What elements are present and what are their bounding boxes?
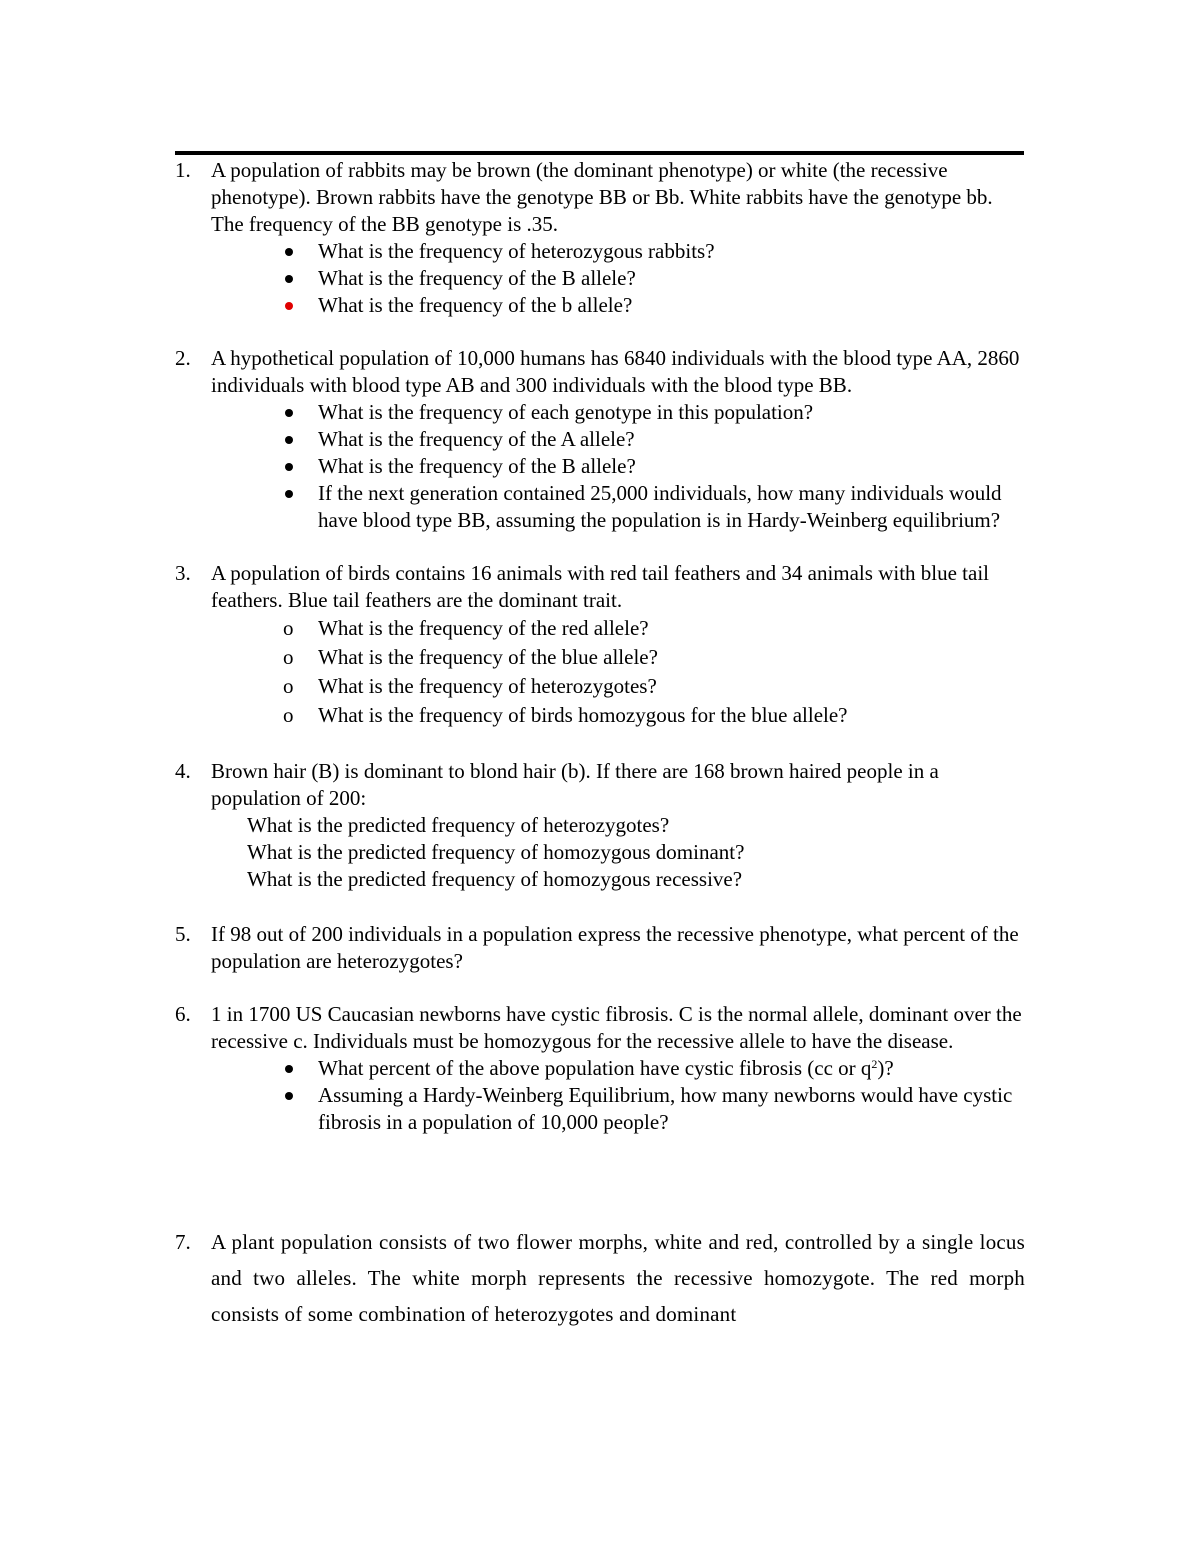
subquestion: What is the frequency of the B allele? <box>318 265 1025 292</box>
bullet-icon <box>285 1065 293 1073</box>
top-rule <box>175 151 1024 155</box>
subquestion-list <box>211 614 1025 730</box>
subquestion: o What is the frequency of the blue allele? <box>318 643 1025 672</box>
question-text: A population of rabbits may be brown (the dominant phenotype) or white (the recessive phenotype). Brown rabbits have the genotype BB or Bb. White rabbits have the genotype bb. The frequency of the BB genotype is .35. <box>211 158 993 236</box>
subquestion-list <box>211 399 1025 534</box>
bullet-icon <box>285 490 293 498</box>
subquestion: What is the predicted frequency of heterozygotes? <box>247 813 670 837</box>
subquestion: What is the predicted frequency of homozygous recessive? <box>247 867 743 891</box>
question-number: 4. <box>175 759 191 783</box>
subquestion: What is the frequency of the A allele? <box>318 426 1025 453</box>
subquestion: If the next generation contained 25,000 individuals, how many individuals would have blood type BB, assuming the population is in Hardy-Weinberg equilibrium? <box>318 480 1025 534</box>
question-number: 6. <box>175 1002 191 1026</box>
question-number: 5. <box>175 922 191 946</box>
circle-bullet-icon: o <box>283 616 294 640</box>
question-number: 1. <box>175 158 191 182</box>
question-5 <box>175 921 1025 975</box>
bullet-icon <box>285 248 293 256</box>
circle-bullet-icon: o <box>283 645 294 669</box>
circle-bullet-icon: o <box>283 703 294 727</box>
subquestion: What is the frequency of the B allele? <box>318 453 1025 480</box>
subquestion: What is the predicted frequency of homozygous dominant? <box>247 840 745 864</box>
subquestion: Assuming a Hardy-Weinberg Equilibrium, how many newborns would have cystic fibrosis in a population of 10,000 people? <box>318 1082 1025 1136</box>
subquestion: o What is the frequency of the red allele? <box>318 614 1025 643</box>
question-2 <box>175 345 1025 534</box>
subquestion: o What is the frequency of birds homozygous for the blue allele? <box>318 701 1025 730</box>
subquestion: What is the frequency of the b allele? <box>318 292 1025 319</box>
question-text: A hypothetical population of 10,000 humans has 6840 individuals with the blood type AA, 2860 individuals with blood type AB and 300 individuals with the blood type BB. <box>211 346 1020 397</box>
red-bullet-icon <box>285 302 293 310</box>
question-6 <box>175 1001 1025 1136</box>
question-7 <box>175 1224 1025 1332</box>
bullet-icon <box>285 1092 293 1100</box>
subquestion: What percent of the above population have cystic fibrosis (cc or $q^2$)? <box>318 1055 1025 1082</box>
bullet-icon <box>285 463 293 471</box>
question-text: Brown hair (B) is dominant to blond hair (b). If there are 168 brown haired people in a population of 200: <box>211 759 939 810</box>
question-text: 1 in 1700 US Caucasian newborns have cystic fibrosis. C is the normal allele, dominant over the recessive c. Individuals must be homozygous for the recessive allele to have the disease. <box>211 1002 1022 1053</box>
question-4 <box>175 758 1025 893</box>
question-number: 2. <box>175 346 191 370</box>
question-text: A population of birds contains 16 animals with red tail feathers and 34 animals with blue tail feathers. Blue tail feathers are the dominant trait. <box>211 561 990 612</box>
circle-bullet-icon: o <box>283 674 294 698</box>
bullet-icon <box>285 409 293 417</box>
question-number: 3. <box>175 561 191 585</box>
question-number: 7. <box>175 1230 191 1254</box>
subquestion-list <box>211 1055 1025 1136</box>
subquestion-list <box>211 238 1025 319</box>
subquestion: o What is the frequency of heterozygotes? <box>318 672 1025 701</box>
worksheet <box>175 157 1025 1332</box>
subquestion: What is the frequency of heterozygous rabbits? <box>318 238 1025 265</box>
subquestion: What is the frequency of each genotype in this population? <box>318 399 1025 426</box>
question-1 <box>175 157 1025 319</box>
subquestion-list <box>211 812 1025 893</box>
question-3 <box>175 560 1025 730</box>
question-text: A plant population consists of two flower morphs, white and red, controlled by a single locus and two alleles. The white morph represents the recessive homozygote. The red morph consists of some combination of heterozygotes and dominant <box>211 1230 1025 1326</box>
question-text: If 98 out of 200 individuals in a population express the recessive phenotype, what percent of the population are heterozygotes? <box>211 922 1019 973</box>
bullet-icon <box>285 436 293 444</box>
bullet-icon <box>285 275 293 283</box>
